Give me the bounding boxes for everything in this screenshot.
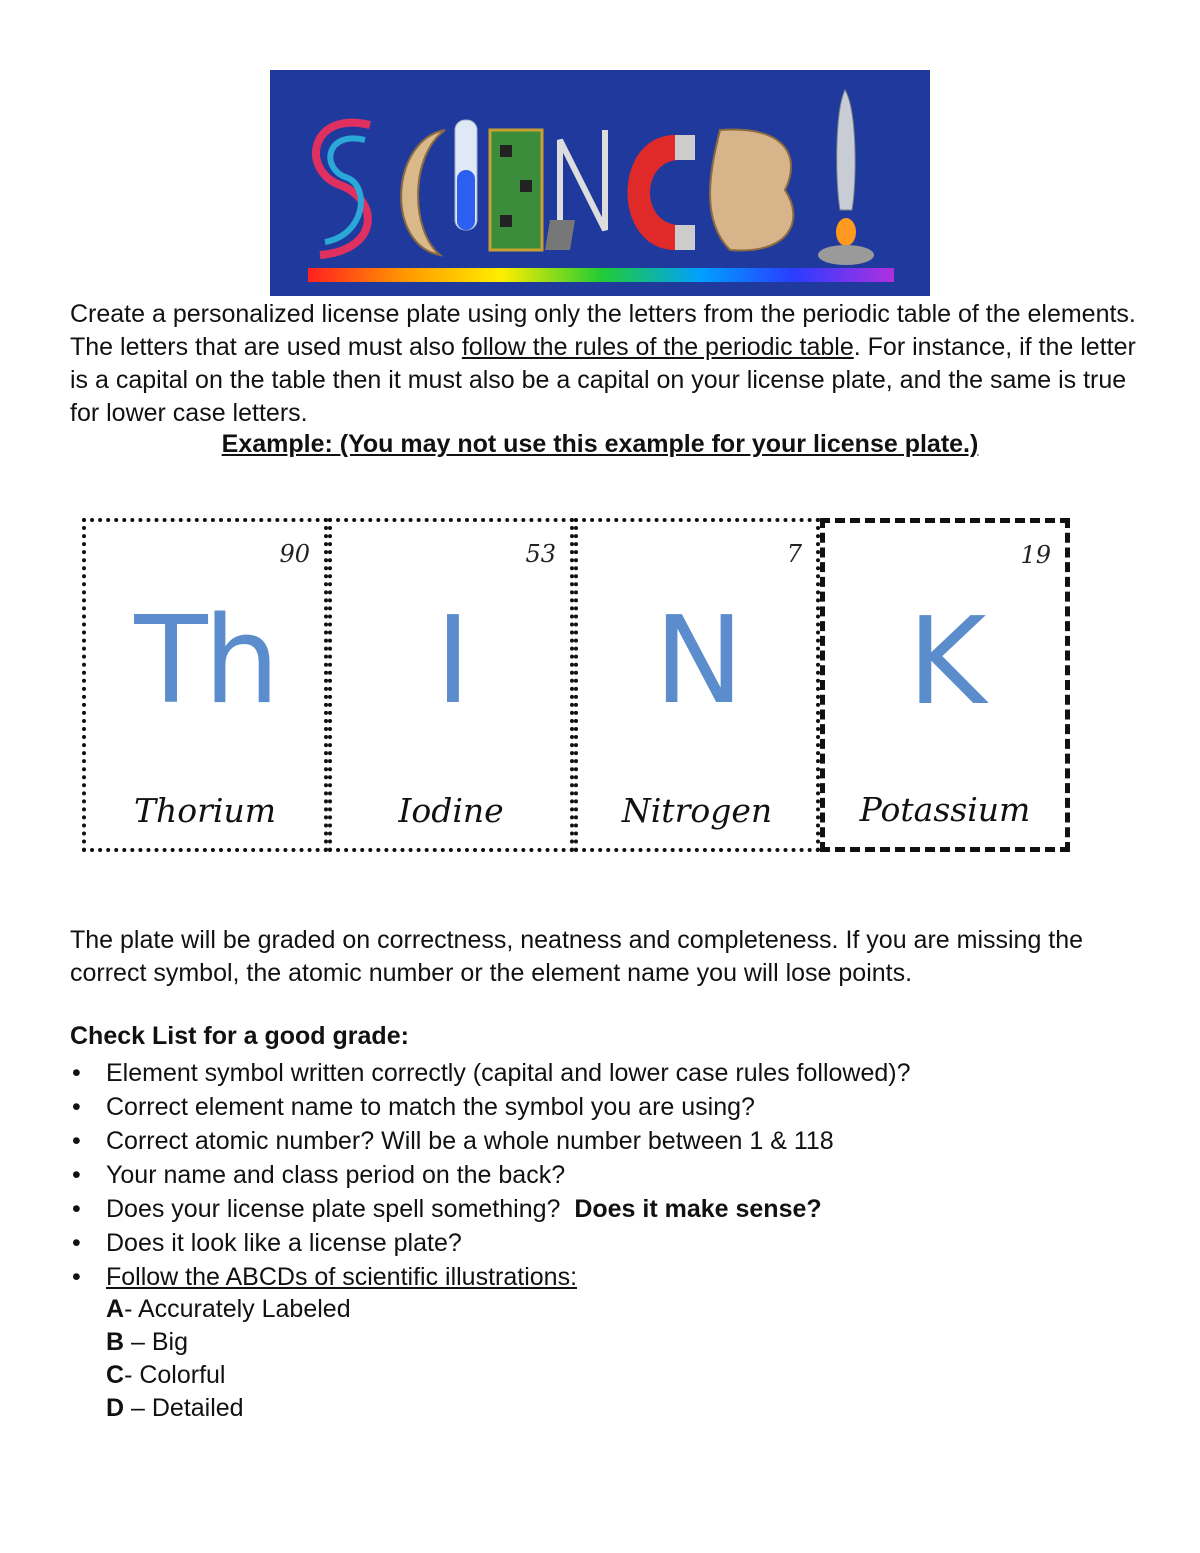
list-item: • Correct atomic number? Will be a whole number between 1 & 118 [70, 1124, 1140, 1158]
element-name: Potassium [859, 790, 1031, 829]
science-banner-art [270, 70, 930, 296]
abcd-list [70, 1293, 351, 1425]
intro-underlined-rule: follow the rules of the periodic table [461, 333, 854, 361]
element-symbol: Th [134, 592, 276, 731]
element-tile [82, 518, 328, 852]
bullet-icon: • [72, 1093, 81, 1121]
element-tile [820, 518, 1070, 852]
bullet-icon: • [72, 1161, 81, 1189]
bullet-icon: • [72, 1229, 81, 1257]
bullet-icon: • [72, 1263, 81, 1291]
rainbow-bar [308, 268, 894, 282]
bullet-icon: • [72, 1059, 81, 1087]
abcd-item-a: A- Accurately Labeled [106, 1295, 351, 1323]
science-banner [270, 70, 930, 296]
list-item: • Does it look like a license plate? [70, 1226, 1140, 1260]
abcd-item-d: D – Detailed [106, 1394, 244, 1422]
bullet-icon: • [72, 1195, 81, 1223]
intro-text-2: . For instance, if the letter is a capital on the table then it must also be a capital on your license plate, and the same is true for lower case letters. [70, 333, 1136, 427]
make-sense-bold: Does it make sense? [574, 1195, 822, 1223]
element-tile [328, 518, 574, 852]
intro-text-1: Create a personalized license plate using only the letters from the periodic table of the elements. The letters that are used must also [70, 300, 1136, 361]
fossil-e-icon [710, 130, 793, 251]
intro-paragraph [70, 298, 1140, 430]
list-item: • Follow the ABCDs of scientific illustrations: [70, 1260, 1140, 1294]
abcd-item-c: C- Colorful [106, 1361, 226, 1389]
list-item: • Does your license plate spell something? Does it make sense? [70, 1192, 1140, 1226]
atomic-number: 90 [279, 540, 310, 568]
example-license-plate [82, 518, 1070, 858]
element-symbol: I [435, 592, 467, 731]
abcd-item-b: B – Big [106, 1328, 188, 1356]
checklist-title: Check List for a good grade: [70, 1022, 409, 1050]
atomic-number: 7 [786, 540, 802, 568]
bullet-icon: • [72, 1127, 81, 1155]
checklist [70, 1056, 1140, 1294]
grading-paragraph: The plate will be graded on correctness, neatness and completeness. If you are missing the correct symbol, the atomic number or the element name you will lose points. [70, 926, 1084, 987]
test-tube-i-icon [455, 120, 477, 230]
atomic-number: 53 [525, 540, 556, 568]
element-name: Thorium [133, 791, 276, 830]
list-item: • Your name and class period on the back? [70, 1158, 1140, 1192]
list-item: • Element symbol written correctly (capital and lower case rules followed)? [70, 1056, 1140, 1090]
example-heading: Example: (You may not use this example for your license plate.) [221, 430, 979, 458]
element-name: Iodine [398, 791, 504, 830]
element-symbol: K [907, 593, 983, 732]
atomic-number: 19 [1020, 541, 1051, 569]
list-item: • Correct element name to match the symbol you are using? [70, 1090, 1140, 1124]
element-symbol: N [654, 592, 740, 731]
circuit-board-e-icon [490, 130, 542, 250]
element-name: Nitrogen [621, 791, 773, 830]
element-tile [574, 518, 820, 852]
